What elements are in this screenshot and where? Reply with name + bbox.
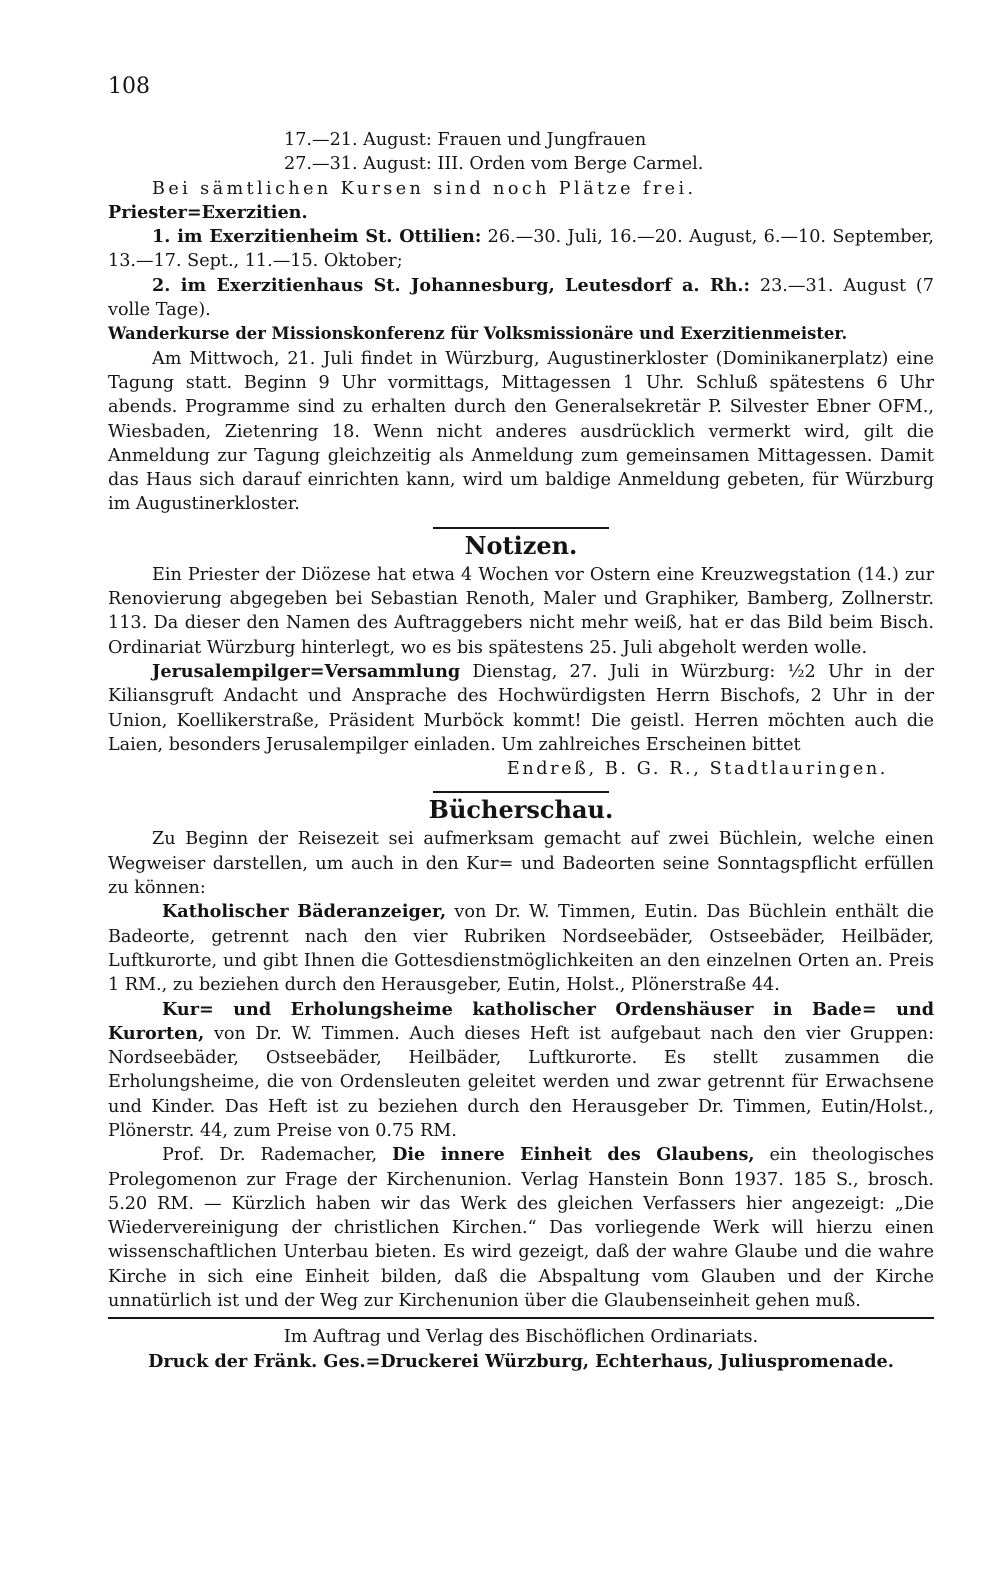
book-review-text: von Dr. W. Timmen. Auch dieses Heft ist aufgebaut nach den vier Gruppen: Nordseebäder, Ostseebäder, Heilbäder, Luftkurorte. Es stellt zusammen die Erholungsheime, die von Ordensleuten geleitet werden und zwar getrennt für Erwachsene und Kinder. Das Heft ist zu beziehen durch den Herausgeber Dr. Timmen, Eutin/Holst., Plönerstr. 44, zum Preise von 0.75 RM. [108, 1023, 934, 1141]
book-review [108, 1143, 934, 1313]
notizen-paragraph-title: Jerusalempilger=Versammlung [152, 660, 461, 682]
section-heading-wanderkurse: Wanderkurse der Missionskonferenz für Volksmissionäre und Exerzitienmeister. [108, 324, 848, 344]
schedule-note: Bei sämtlichen Kursen sind noch Plätze frei. [152, 178, 697, 199]
book-author: Prof. Dr. Rademacher, [162, 1145, 393, 1166]
book-review [108, 900, 934, 997]
footer-rule [108, 1317, 934, 1319]
priester-item-place: 1. im Exerzitienheim St. Ottilien: [152, 226, 482, 248]
notizen-signature: Endreß, B. G. R., Stadtlauringen. [506, 759, 888, 780]
book-title: Kur= und Erholungsheime katholischer Ordenshäuser in Bade= und Kurorten, [108, 998, 934, 1044]
imprint-line: Im Auftrag und Verlag des Bischöflichen Ordinariats. [283, 1327, 759, 1348]
priester-item-dates: 26.—30. Juli, 16.—20. August, 6.—10. September, 13.—17. Sept., 11.—15. Oktober; [108, 227, 934, 272]
book-review-text: von Dr. W. Timmen, Eutin. Das Büchlein enthält die Badeorte, getrennt nach den vier Rubriken Nordseebäder, Ostseebäder, Heilbäder, Luftkurorte, und gibt Ihnen die Gottesdienstmöglichkeiten an den einzelnen Orten an. Preis 1 RM., zu beziehen durch den Herausgeber, Eutin, Holst., Plönerstraße 44. [108, 902, 934, 996]
notizen-paragraph: Ein Priester der Diözese hat etwa 4 Wochen vor Ostern eine Kreuzwegstation (14.) zur Renovierung abgegeben bei Sebastian Renoth, Maler und Graphiker, Bamberg, Zollnerstr. 113. Da dieser den Namen des Auftraggebers nicht mehr weiß, hat er das Bild beim Bisch. Ordinariat Würzburg hinterlegt, wo es bis spätestens 25. Juli abgeholt werden wolle. [108, 564, 934, 658]
printer-line: Druck der Fränk. Ges.=Druckerei Würzburg, Echterhaus, Juliuspromenade. [148, 1350, 894, 1372]
priester-item-dates: 23.—31. August (7 volle Tage). [108, 275, 934, 321]
text-column [108, 128, 934, 1374]
buecherschau-intro: Zu Beginn der Reisezeit sei aufmerksam gemacht auf zwei Büchlein, welche einen Wegweiser darstellen, um auch in den Kur= und Badeorten seine Sonntagspflicht erfüllen zu können: [108, 829, 934, 899]
book-review [108, 998, 934, 1144]
wanderkurse-paragraph: Am Mittwoch, 21. Juli findet in Würzburg, Augustinerkloster (Dominikanerplatz) eine Tagung statt. Beginn 9 Uhr vormittags, Mittagessen 1 Uhr. Schluß spätestens 6 Uhr abends. Programme sind zu erhalten durch den Generalsekretär P. Silvester Ebner OFM., Wiesbaden, Zietenring 18. Wenn nicht anderes ausdrücklich vermerkt wird, gilt die Anmeldung zur Tagung gleichzeitig als Anmeldung zum gemeinsamen Mittagessen. Damit das Haus sich darauf einrichten kann, wird um baldige Anmeldung gebeten, für Würzburg im Augustinerkloster. [108, 348, 934, 515]
section-heading-priester: Priester=Exerzitien. [108, 201, 308, 223]
schedule-line: 17.—21. August: Frauen und Jungfrauen [284, 130, 647, 150]
book-title: Die innere Einheit des Glaubens, [392, 1144, 755, 1166]
schedule-line: 27.—31. August: III. Orden vom Berge Carmel. [284, 154, 704, 175]
section-heading-buecherschau: Bücherschau. [428, 795, 614, 825]
notizen-paragraph-text: Dienstag, 27. Juli in Würzburg: ½2 Uhr in der Kiliansgruft Andacht und Ansprache des Hochwürdigsten Herrn Bischofs, 2 Uhr in der Union, Koellikerstraße, Präsident Murböck kommt! Die geistl. Herren möchten auch die Laien, besonders Jerusalempilger einladen. Um zahlreiches Erscheinen bittet [108, 661, 934, 755]
page-number: 108 [108, 74, 150, 99]
book-title: Katholischer Bäderanzeiger, [162, 901, 447, 923]
priester-item [108, 225, 934, 274]
book-review-text: ein theologisches Prolegomenon zur Frage der Kirchenunion. Verlag Hanstein Bonn 1937. 185 S., brosch. 5.20 RM. — Kürzlich haben wir das Werk des gleichen Verfassers hier angezeigt: „Die Wiedervereinigung der christlichen Kirchen.“ Das vorliegende Werk will hierzu einen wissenschaftlichen Unterbau bieten. Es wird gezeigt, daß der wahre Glaube und die wahre Kirche in sich eine Einheit bilden, daß die Abspaltung vom Glauben und der Kirche unnatürlich ist und der Weg zur Kirchenunion über die Glaubenseinheit gehen muß. [108, 1145, 934, 1312]
priester-item-place: 2. im Exerzitienhaus St. Johannesburg, Leutesdorf a. Rh.: [152, 274, 750, 296]
priester-item [108, 274, 934, 323]
section-heading-notizen: Notizen. [464, 530, 578, 560]
notizen-paragraph [108, 660, 934, 757]
